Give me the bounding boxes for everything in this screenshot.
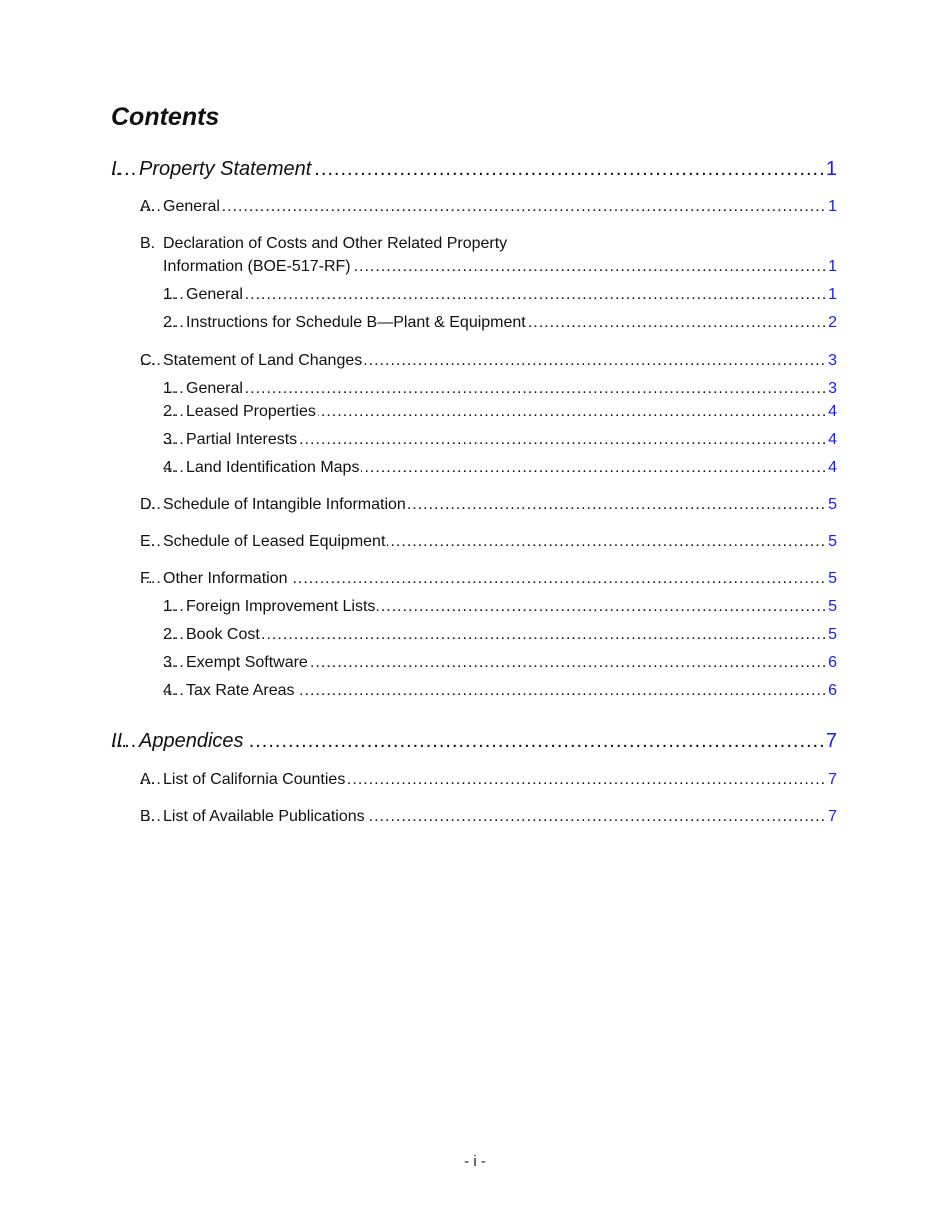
toc-number: B. — [140, 235, 156, 252]
toc-page-link[interactable]: 2 — [827, 311, 837, 335]
toc-number: 1. — [163, 380, 177, 397]
toc-label: Partial Interests — [186, 428, 299, 452]
toc-label: Land Identification Maps — [186, 456, 361, 480]
page-number-footer: - i - — [464, 1153, 486, 1170]
toc-number: 4. — [163, 459, 177, 476]
toc-page-link[interactable]: 1 — [827, 283, 837, 307]
toc-page-link[interactable]: 3 — [827, 349, 837, 373]
toc-entry-instructions-schedule-b[interactable] — [163, 311, 837, 335]
toc-page-link[interactable]: 5 — [827, 567, 837, 591]
toc-label: Schedule of Leased Equipment — [163, 530, 387, 554]
toc-entry-list-of-california-counties[interactable] — [140, 768, 837, 792]
toc-entry-other-information[interactable] — [140, 567, 837, 591]
toc-page-link[interactable]: 5 — [827, 623, 837, 647]
toc-number: II. — [111, 730, 128, 752]
toc-entry-schedule-of-leased-equipment[interactable] — [140, 530, 837, 554]
toc-entry-general[interactable] — [140, 195, 837, 219]
toc-label: Statement of Land Changes — [163, 349, 364, 373]
toc-label: Schedule of Intangible Information — [163, 493, 408, 517]
toc-label: Exempt Software — [186, 651, 310, 675]
toc-page-link[interactable]: 5 — [827, 493, 837, 517]
toc-entry-schedule-of-intangible-information[interactable] — [140, 493, 837, 517]
toc-label: General — [186, 283, 245, 307]
toc-number: B. — [140, 808, 156, 825]
toc-label: General — [163, 195, 222, 219]
toc-page-link[interactable]: 7 — [827, 805, 837, 829]
toc-label: Book Cost — [186, 623, 262, 647]
toc-page-link[interactable]: 4 — [827, 428, 837, 452]
toc-label: List of Available Publications — [163, 805, 367, 829]
toc-label: Tax Rate Areas — [186, 679, 297, 703]
toc-number: C. — [140, 352, 156, 369]
toc-label: Information (BOE-517-RF) — [163, 255, 353, 279]
dot-leader — [163, 377, 837, 401]
dot-leader — [163, 623, 837, 647]
dot-leader — [140, 195, 837, 219]
toc-entry-property-statement[interactable] — [111, 155, 837, 183]
toc-entry-declaration-of-costs-line1[interactable] — [140, 232, 837, 256]
toc-entry-book-cost[interactable] — [163, 623, 837, 647]
toc-number: 4. — [163, 682, 177, 699]
toc-page-link[interactable]: 6 — [827, 679, 837, 703]
toc-number: 2. — [163, 403, 177, 420]
toc-label: Declaration of Costs and Other Related Property — [163, 232, 509, 256]
toc-entry-general[interactable] — [163, 377, 837, 401]
toc-entry-land-identification-maps[interactable] — [163, 456, 837, 480]
toc-label: General — [186, 377, 245, 401]
toc-number: 1. — [163, 598, 177, 615]
toc-label: Instructions for Schedule B—Plant & Equipment — [186, 311, 528, 335]
toc-entry-foreign-improvement-lists[interactable] — [163, 595, 837, 619]
toc-page-link[interactable]: 1 — [825, 155, 837, 183]
toc-entry-partial-interests[interactable] — [163, 428, 837, 452]
toc-page-link[interactable]: 7 — [825, 727, 837, 755]
page-title: Contents — [111, 103, 220, 131]
toc-number: A. — [140, 198, 156, 215]
toc-label: Leased Properties — [186, 400, 318, 424]
toc-label: List of California Counties — [163, 768, 347, 792]
toc-entry-declaration-of-costs-line2[interactable] — [163, 255, 837, 279]
toc-number: 2. — [163, 314, 177, 331]
toc-page-link[interactable]: 5 — [827, 595, 837, 619]
toc-number: 3. — [163, 431, 177, 448]
toc-number: 1. — [163, 286, 177, 303]
toc-number: E. — [140, 533, 156, 550]
toc-entry-statement-of-land-changes[interactable] — [140, 349, 837, 373]
toc-page-link[interactable]: 4 — [827, 456, 837, 480]
toc-number: D. — [140, 496, 156, 513]
toc-label: Appendices — [139, 727, 246, 755]
toc-number: F. — [140, 570, 153, 587]
toc-entry-leased-properties[interactable] — [163, 400, 837, 424]
toc-number: A. — [140, 771, 156, 788]
toc-page-link[interactable]: 4 — [827, 400, 837, 424]
toc-page-link[interactable]: 3 — [827, 377, 837, 401]
dot-leader — [163, 283, 837, 307]
toc-page-link[interactable]: 1 — [827, 195, 837, 219]
toc-page-link[interactable]: 5 — [827, 530, 837, 554]
toc-entry-list-of-available-publications[interactable] — [140, 805, 837, 829]
toc-label: Foreign Improvement Lists — [186, 595, 377, 619]
toc-number: 2. — [163, 626, 177, 643]
toc-label: Property Statement — [139, 155, 313, 183]
toc-page-link[interactable]: 6 — [827, 651, 837, 675]
toc-page-link[interactable]: 7 — [827, 768, 837, 792]
toc-page-link[interactable]: 1 — [827, 255, 837, 279]
toc-entry-appendices[interactable] — [111, 727, 837, 755]
toc-entry-exempt-software[interactable] — [163, 651, 837, 675]
toc-label: Other Information — [163, 567, 290, 591]
toc-number: I. — [111, 158, 123, 180]
toc-number: 3. — [163, 654, 177, 671]
toc-entry-general[interactable] — [163, 283, 837, 307]
toc-entry-tax-rate-areas[interactable] — [163, 679, 837, 703]
